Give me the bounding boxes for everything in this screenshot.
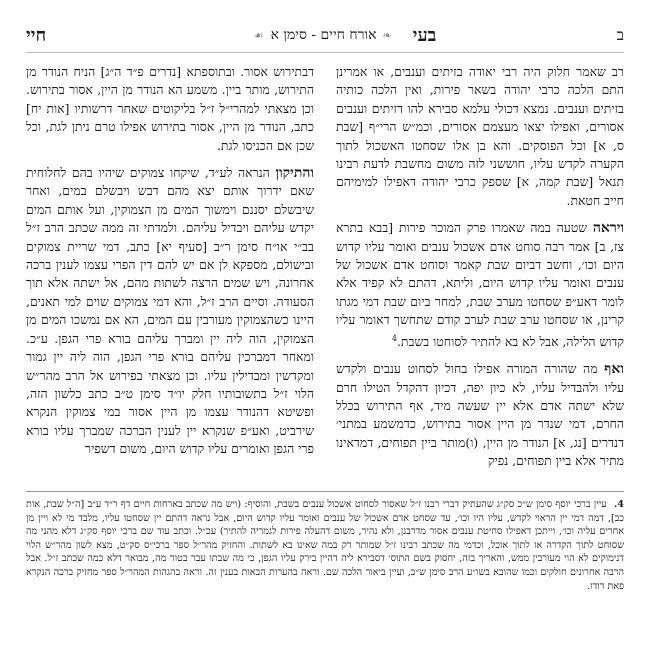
ornament-icon: ☙: [253, 28, 265, 42]
paragraph: רב שאמר חלוק היה רבי יאודה בזיתים וענבים, או אמרינן התם הלכה כרבי יהודה בשאר פירות, ואין הלכה כותיה בזיתים וענבים. נמצא דכולי עלמא סבירא להו דזיתים וענבים אסורים, ואפילו יצאו מעצמם אסורים, וכמ״ש הרי״ף [שבת ס, א] וכל הפוסקים. והא בן אלו שסחטו האשכול לתוך הקערה לקדש עליו, חוששני לזה משום מחשבת לדעת רבינו תנאל [שבת קמה, א] שספק כרבי יהודה דאפילו למימיהם חייב חטאת.: [336, 64, 624, 208]
running-header: [26, 22, 624, 53]
footnote-ref: 4: [391, 333, 397, 343]
ornament-icon: ❧: [382, 28, 393, 42]
paragraph: דבתירוש אסור. ובתוספתא [נדרים פ״ד ה״ג] הניח הנודר מן התירוש, מותר ביין. משמע הא הנודר מן היין, אסור בתירוש. וכן מצאתי למהרי״ל ז״ל בליקוטים שאחר דרשותיו [אות יח] כתב, הנודר מן היין, אסור בתירוש אפילו טרם ניתן לגת, וכל שכן אם הכניסו לגת.: [26, 64, 314, 153]
left-column: [26, 63, 314, 481]
paragraph: והתיקון הנראה לע״ד, שיקחו צמוקים שיהיו בהם לחלוחית שאם ידרוך אותם יצא מהם דבש ויבשלם במים, ואחר שיבשלם יסננם וימשוך המים מן הצמוקין, ועל אותם המים יקדש עליהם ויבדיל עליהם. ולמדתי זה ממה שכתב הרב ז״ל בב״י או״ח סימן ר״ב [סעיף יא] כתב, דמי שריית צמוקים ובישולם, מספקא לן אם יש להם דין הפרי עצמו לענין ברכה אחרונה, ויש שמים הרצה לשתות מהם, אל ישתה אלא תוך הסעודה. וסיים הרב ז״ל, והא דמי צמוקים שוים למי תאנים, היינו כשהצמוקין מעורבין עם המים, הא אם נמשכו המים מן הצמוקין, הוה ליה יין ומברך עליהם בורא פרי הגפן. ע״כ. ומאחר דמברכין עליהם בורא פרי הגפן, הוה ליה יין גמור ומקדשין ומבדילין עליו. וכן מצאתי בפירוש אל הרב מהר״ש הלוי ז״ל בתשובותיו חלק יו״ד סימן ט״ב כתב כלשון הזה, ופשיטא דהנודר עצמו מן היין אסור במי צמוקין הנקרא שירביט, ואע״פ שנקרא יין לענין הברכה שמברך עליו בורא פרי הגפן ואומרים עליו קדוש היום, משום דשפיר: [26, 165, 314, 457]
volume-title: חיי: [26, 24, 47, 46]
paragraph-lead-word: ויראה: [592, 220, 624, 237]
footnotes: [26, 491, 624, 650]
page-letter: ב: [616, 25, 624, 44]
book-short-title: בעי: [412, 24, 437, 46]
section-title: אורח חיים - סימן א: [270, 26, 377, 43]
paragraph: ואף מה שהורה המורה אפילו בחול לסחוט ענבים ולקדש עליו ולהבדיל עליו, לא כיון יפה, דכיון דהקדל הטילו חרם שלא ישתה אדם אלא יין שעשה מיד, אף התירוש בכלל החרם, דמי שנדר מן היין אסור בתירוש, כדמשמע במתני׳ דנדרים [נג, א] הנודר מן היין, (ו)מותר ביין תפוחים, דמדאינו מתיר אלא ביין תפוחים, נפיק: [336, 361, 624, 469]
paragraph-lead-word: והתיקון: [275, 165, 314, 182]
footnote-text: עיין ברכי יוסף סימן ש״כ סק״ג שהעתיק דברי רבנו ז״ל שאסור לסחוט אשכול ענבים בשבת, והוסיף: (ויש מה שכתב בארחות חיים דף ר״ד ע״ב [ה״ל שבת, אות כב], דמה דמי יין הראוי לקדש, עליו היו וכו׳, עד שסחט אדם אשכול של ענבים ואומר עליו קדוש היום, אבל נראה דהתם יין שסחטו עליו, מלבד מי לא ויין מן אחרים עליה וכו׳, וייתכן דאפילו סחיטת ענבים אסור מדרבנן, ולא נהיר, משום דהעלה פירות לגמריה להתיר) עכ״ל. וכתב עוד שם ברכי יוסף סק״ג דלא מהני מה שסוחט לתוך הקדרה או לתוך אוכל, וכדמי מה שכתב רבינו ז״ל שמותר רק במה שאינו בא לשתות. והחזיק מהר״ל ספר ברכי״ס סק״ט, מצא לשון מהר״ש הלוי דנימוקים לא הוי מעורבין ממש, והאריך בזה, יחסוק בשם התוס׳ דסבירא ליה דהיין בירק עליו הגפן, כי מה שבתו עבר בטור מה, מבואר דלא כמה שכתב ז״ל. אבל הרבה אחרונים חולקים וכמו שהובא בשו״ע הרב סימן ש״כ, ועיין ביאור הלכה שם. וראה בהערות הבאות בענין זה. וראה בהגהות המהר״ל ספר מחזיק ברכה הנקרא פאת דודו.: [26, 499, 624, 592]
paragraph-lead-word: ואף: [604, 361, 624, 378]
two-column-body: [26, 63, 624, 481]
paragraph: ויראה שטעה במה שאמרו פרק המוכר פירות [בבא בתרא צז, ב] אמר רבה סוחט אדם אשכול ענבים ואומר עליו קדוש היום וכו׳, וחשב דביום שבת קאמר וסוחט אדם אשכול של ענבים ואומר עליו קדוש היום, וליתא, דהתם לא קפיד אלא לומר דאע״פ שסחטו מערב שבת, למחר ביום שבת דמי מגתו קרינן, או שסחטו ערב שבת לערב קודם שתחשך דאומר עליו קדוש הלילה, אבל לא בא להתיר לסוחטו בשבת.$^4$: [336, 220, 624, 349]
header-center: [254, 25, 437, 46]
footnote-number: 4.: [613, 499, 624, 510]
right-column: [336, 63, 624, 481]
